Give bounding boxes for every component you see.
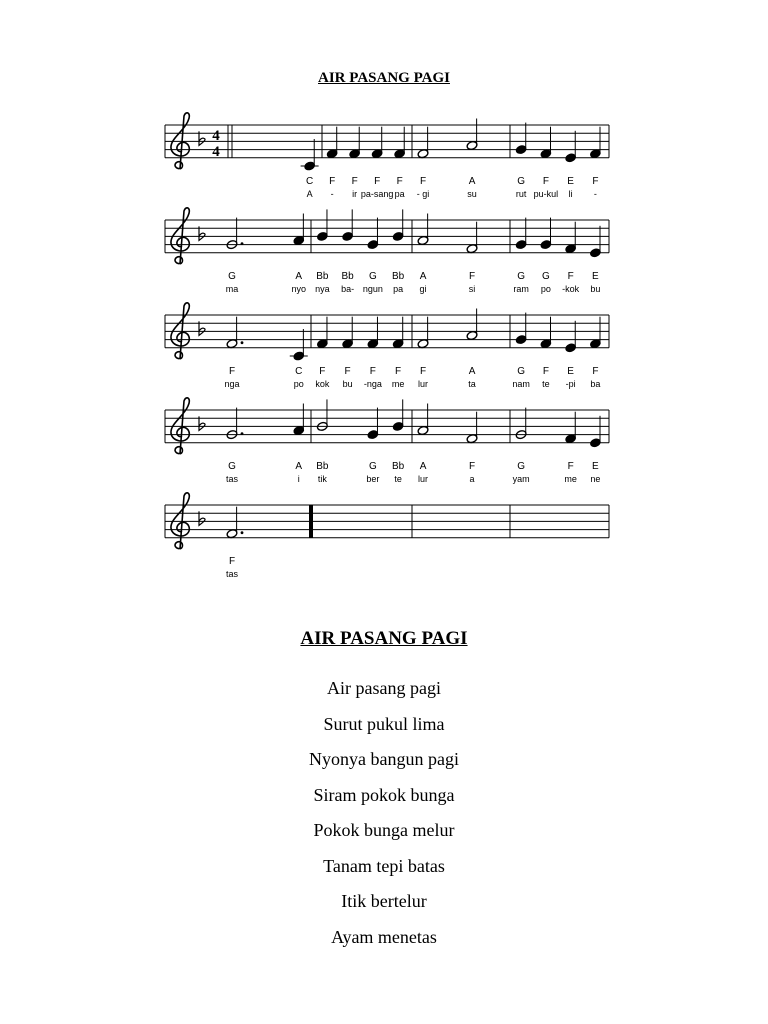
lyric-syllable: bu <box>590 283 601 294</box>
double-barline <box>309 505 313 538</box>
note <box>293 404 305 484</box>
note-name: F <box>419 365 427 377</box>
treble-clef-icon <box>171 113 189 169</box>
treble-clef-icon <box>171 208 189 264</box>
note <box>589 317 601 389</box>
lyric-syllable: -kok <box>562 283 580 294</box>
lyric-syllable: A <box>306 188 313 199</box>
note <box>417 404 429 484</box>
note-name: A <box>295 270 303 282</box>
lyric-syllable: pu-kul <box>533 188 559 199</box>
note-name: A <box>419 460 427 472</box>
note-name: F <box>567 460 574 472</box>
note <box>292 214 307 294</box>
note <box>366 408 379 484</box>
note-name: E <box>592 460 599 472</box>
note-name: F <box>567 270 574 282</box>
note <box>540 317 552 389</box>
note-name: Bb <box>341 270 354 282</box>
note-name: A <box>468 175 476 187</box>
note-name: F <box>592 175 599 187</box>
note-name: F <box>592 365 599 377</box>
note-name: G <box>368 270 377 282</box>
augmentation-dot <box>241 242 244 245</box>
lyric-line: Surut pukul lima <box>323 713 445 734</box>
note-name: F <box>374 175 381 187</box>
note-name: Bb <box>316 460 329 472</box>
note-name: A <box>468 365 476 377</box>
lyric-syllable: tas <box>226 473 239 484</box>
lyric-syllable: nga <box>224 378 240 389</box>
lyric-syllable: ngun <box>362 283 383 294</box>
note <box>515 123 527 199</box>
note <box>562 222 580 294</box>
lyric-line: Nyonya bangun pagi <box>309 749 459 769</box>
lyric-syllable: tik <box>317 473 327 484</box>
note <box>466 309 478 389</box>
note-name: E <box>567 175 574 187</box>
lyric-syllable: ba <box>590 378 601 389</box>
note-name: A <box>419 270 427 282</box>
staff-system <box>165 398 609 484</box>
note-name: F <box>319 365 326 377</box>
note-name: F <box>344 365 351 377</box>
note-name: F <box>468 460 476 472</box>
lyric-syllable: ba- <box>341 283 355 294</box>
lyric-syllable: rut <box>515 188 527 199</box>
augmentation-dot <box>241 341 244 344</box>
lyric-syllable: li <box>568 188 573 199</box>
lyric-syllable: -pi <box>565 378 576 389</box>
note <box>226 408 243 484</box>
lyric-line: Air pasang pagi <box>327 678 441 698</box>
note <box>341 209 354 293</box>
note-name: G <box>517 365 526 377</box>
note-name: F <box>468 270 476 282</box>
note-name: C <box>295 365 303 377</box>
note-name: G <box>517 175 526 187</box>
note-name: F <box>396 175 403 187</box>
lyric-line: Pokok bunga melur <box>313 820 455 840</box>
note-name: Bb <box>391 270 405 282</box>
note-name: F <box>351 175 358 187</box>
lyric-syllable: po <box>540 283 551 294</box>
note-name: F <box>395 365 402 377</box>
note <box>392 317 405 389</box>
lyric-syllable: gi <box>419 283 427 294</box>
treble-clef-icon <box>171 398 189 454</box>
note <box>513 408 530 484</box>
note <box>417 214 429 294</box>
note-name: F <box>369 365 376 377</box>
note <box>361 127 394 199</box>
lyric-syllable: ne <box>590 473 601 484</box>
lyric-syllable: - <box>330 188 334 199</box>
note <box>466 412 478 484</box>
note <box>564 412 577 484</box>
note <box>534 127 559 199</box>
lyric-syllable: a <box>469 473 475 484</box>
note-name: F <box>329 175 336 187</box>
lyric-syllable: pa-sang <box>360 188 394 199</box>
note <box>316 399 329 483</box>
lyric-line: Siram pokok bunga <box>313 784 455 805</box>
lyric-syllable: te <box>542 378 550 389</box>
lyrics-list <box>0 674 768 958</box>
note <box>315 209 330 293</box>
note-name: Bb <box>316 270 329 282</box>
note <box>417 127 430 199</box>
lyric-syllable: -nga <box>363 378 382 389</box>
note <box>466 119 478 199</box>
note <box>392 209 405 293</box>
note-name: G <box>228 270 236 282</box>
note-name: E <box>567 365 574 377</box>
note <box>394 127 406 199</box>
note <box>513 218 529 294</box>
lyric-syllable: bu <box>342 378 353 389</box>
lyric-syllable: si <box>468 283 476 294</box>
note-name: E <box>592 270 599 282</box>
lyric-syllable: ir <box>352 188 358 199</box>
staff-system <box>165 208 609 294</box>
lyrics-title: AIR PASANG PAGI <box>300 628 468 649</box>
time-signature-bottom: 4 <box>212 144 220 160</box>
note <box>342 317 354 389</box>
note-name: G <box>517 460 526 472</box>
note-name: G <box>541 270 550 282</box>
lyric-syllable: me <box>564 473 577 484</box>
note <box>349 127 361 199</box>
lyric-syllable: nyo <box>291 283 307 294</box>
lyric-syllable: me <box>391 378 405 389</box>
lyric-syllable: su <box>467 188 477 199</box>
treble-clef-icon <box>171 303 189 359</box>
note-name: G <box>228 460 236 472</box>
note <box>589 127 601 199</box>
treble-clef-icon <box>171 493 189 549</box>
lyric-syllable: pa <box>394 188 405 199</box>
lyric-line: Itik bertelur <box>341 891 427 911</box>
lyric-syllable: nam <box>512 378 530 389</box>
note-name: F <box>542 175 549 187</box>
lyric-syllable: po <box>293 378 304 389</box>
lyric-syllable: nya <box>315 283 330 294</box>
staff-system <box>165 493 609 579</box>
augmentation-dot <box>241 531 244 534</box>
lyric-syllable: - <box>593 188 597 199</box>
note <box>363 218 383 294</box>
note <box>226 218 244 294</box>
lyric-syllable: i <box>297 473 300 484</box>
note <box>315 317 330 389</box>
note <box>224 317 243 389</box>
staff-system <box>165 113 609 199</box>
lyric-syllable: pa <box>393 283 404 294</box>
lyric-syllable: lur <box>418 473 429 484</box>
note <box>512 313 530 389</box>
augmentation-dot <box>241 432 244 435</box>
note-name: F <box>228 555 236 567</box>
score-title: AIR PASANG PAGI <box>318 70 450 86</box>
lyric-line: Tanam tepi batas <box>323 855 445 876</box>
note <box>364 317 382 389</box>
note-name: F <box>228 365 236 377</box>
lyric-syllable: te <box>394 473 402 484</box>
lyric-syllable: lur <box>418 378 429 389</box>
note <box>392 399 405 483</box>
lyric-syllable: ta <box>468 378 476 389</box>
note <box>301 139 319 199</box>
note <box>226 507 243 579</box>
lyric-syllable: kok <box>315 378 330 389</box>
note-name: F <box>542 365 549 377</box>
time-signature-top: 4 <box>212 128 220 144</box>
note <box>466 222 478 294</box>
lyric-syllable: - gi <box>416 188 430 199</box>
lyric-line: Ayam menetas <box>331 926 437 947</box>
note-name: Bb <box>391 460 405 472</box>
note <box>290 329 308 389</box>
note-name: F <box>419 175 427 187</box>
note-name: G <box>368 460 377 472</box>
note-name: G <box>517 270 526 282</box>
lyric-syllable: ma <box>225 283 239 294</box>
lyric-syllable: yam <box>512 473 530 484</box>
note-name: C <box>306 175 314 187</box>
lyric-syllable: ram <box>513 283 529 294</box>
lyric-syllable: tas <box>226 568 239 579</box>
note <box>326 127 338 199</box>
note-name: A <box>295 460 303 472</box>
note <box>417 317 429 389</box>
lyric-syllable: ber <box>366 473 380 484</box>
note <box>540 218 552 294</box>
staff-system <box>165 303 609 389</box>
